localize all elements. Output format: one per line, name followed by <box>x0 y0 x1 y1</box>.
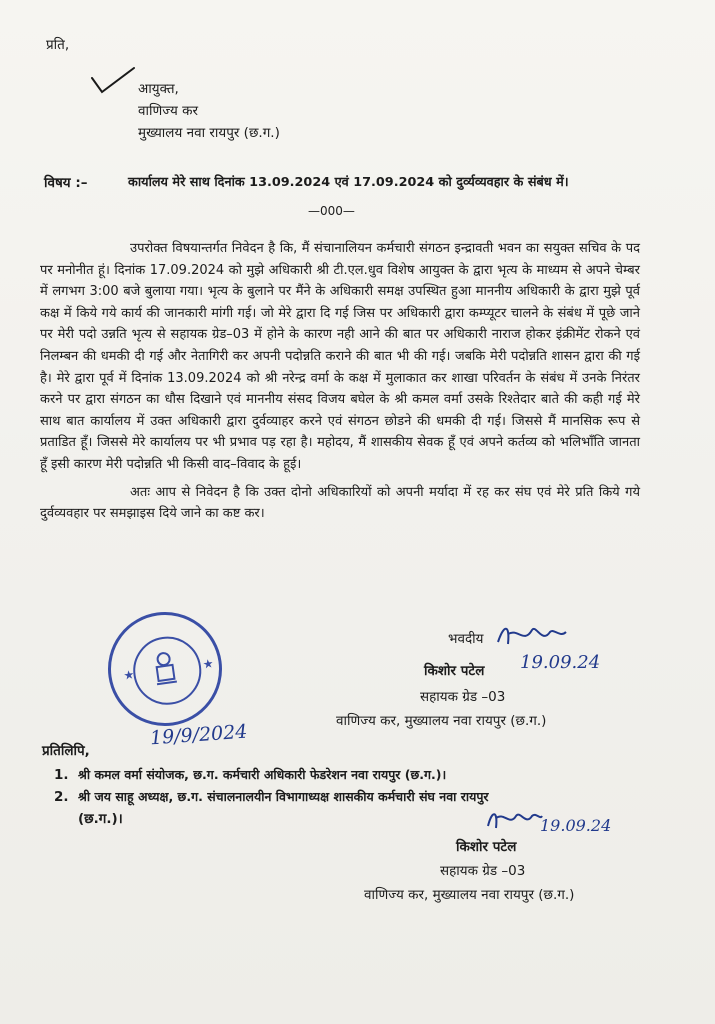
signatory-2-office: वाणिज्य कर, मुख्यालय नवा रायपुर (छ.ग.) <box>364 887 575 903</box>
emblem-icon <box>149 649 182 689</box>
to-label: प्रति, <box>46 37 70 53</box>
signature-2 <box>484 806 544 832</box>
recipient-line-3: मुख्यालय नवा रायपुर (छ.ग.) <box>138 125 280 141</box>
copy-recipient-2-cont: (छ.ग.)। <box>78 811 123 827</box>
stamp-handwritten-date: 19/9/2024 <box>149 720 249 750</box>
copy-number: 1. <box>54 767 69 783</box>
star-icon: ★ <box>122 667 136 683</box>
signatory-designation: सहायक ग्रेड –03 <box>420 689 506 705</box>
signature-1 <box>494 620 570 650</box>
signature-2-date: 19.09.24 <box>540 816 612 835</box>
copy-recipient-1: श्री कमल वर्मा संयोजक, छ.ग. कर्मचारी अधिकारी फेडरेशन नवा रायपुर (छ.ग.)। <box>78 767 447 782</box>
body-paragraph-2: अतः आप से निवेदन है कि उक्त दोनो अधिकारियों को अपनी मर्यादा में रह कर संघ एवं मेरे प्रति किये गये दुर्वव्यवहार पर समझाइस दिये जाने का कष्ट कर। <box>40 484 640 522</box>
recipient-line-2: वाणिज्य कर <box>138 103 198 119</box>
copy-label: प्रतिलिपि, <box>42 743 90 759</box>
subject-text: कार्यालय मेरे साथ दिनांक 13.09.2024 एवं 17.09.2024 को दुर्व्यव्यवहार के संबंध में। <box>128 175 569 190</box>
recipient-line-1: आयुक्त, <box>138 81 179 97</box>
signatory-name: किशोर पटेल <box>424 663 485 679</box>
handwritten-date: 19.09.24 <box>520 652 601 673</box>
closing: भवदीय <box>448 631 484 647</box>
check-mark-icon <box>88 64 138 98</box>
copy-recipient-2: श्री जय साहू अध्यक्ष, छ.ग. संचालनालयीन विभागाध्यक्ष शासकीय कर्मचारी संघ नवा रायपुर <box>78 789 489 804</box>
separator: —000— <box>308 204 355 218</box>
signatory-2-designation: सहायक ग्रेड –03 <box>440 863 526 879</box>
subject-label: विषय :– <box>44 175 88 191</box>
body-paragraph-1: उपरोक्त विषयान्तर्गत निवेदन है कि, मैं संचानालियन कर्मचारी संगठन इन्द्रावती भवन का सयुक्त सचिव के पद पर मनोनीत हूं। दिनांक 17.09.2024 को मुझे अधिकारी श्री टी.एल.धुव विशेष आयुक्त के द्वारा भृत्य के माध्यम से अपने चेम्बर में लगभग 3:00 बजे बुलाया गया। भृत्य के बुलाने पर मैंने के अधिकारी समक्ष उपस्थित हुआ माननीय अधिकारी के द्वारा मुझे पूर्व कक्ष में किये गये कार्य की जानकारी मांगी गई। जो मेरे द्वारा दि गई जिस पर अधिकारी द्वारा कम्प्यूटर चालने के संबंध में पूछे जाने पर मेरी पदो उन्नति भृत्य से सहायक ग्रेड–03 में होने के कारण नही आने की बात पर अधिकारी नाराज होकर इंक्रीमेंट रोकने एवं निलम्बन की धमकी दी गई और नेतागिरी कर अपनी पदोन्नति कराने की बात भी की गई। जबकि मेरी पदोन्नति शासन द्वारा की गई है। मेरे द्वारा पूर्व में दिनांक 13.09.2024 को श्री नरेन्द्र वर्मा के कक्ष में मुलाकात कर शाखा परिवर्तन के संबंध में उनके निरंतर करने पर द्वारा संगठन का धौस दिखाने एवं माननीय संसद विजय बघेल के श्री कमल वर्मा उसके रिश्तेदार बाते की कही गई मेरे साथ बात कार्यालय में उक्त अधिकारी द्वारा दुर्वव्याहर करने एवं संगठन छोडने की धमकी दी गई। जिससे मैं मानसिक रूप से प्रताडित हूँ। जिससे मेरे कार्यालय पर भी प्रभाव पड़ रहा है। महोदय, मैं शासकीय सेवक हूँ एवं अपने कर्तव्य को भलिभाँति जानता हूँ इसी कारण मेरी पदोन्नति भी किसी वाद–विवाद के हूई। <box>40 241 640 472</box>
star-icon: ★ <box>201 656 215 672</box>
signatory-office: वाणिज्य कर, मुख्यालय नवा रायपुर (छ.ग.) <box>336 713 547 729</box>
signatory-2-name: किशोर पटेल <box>456 839 517 855</box>
copy-number: 2. <box>54 789 69 805</box>
letter-body <box>40 238 640 525</box>
office-stamp <box>101 605 230 734</box>
